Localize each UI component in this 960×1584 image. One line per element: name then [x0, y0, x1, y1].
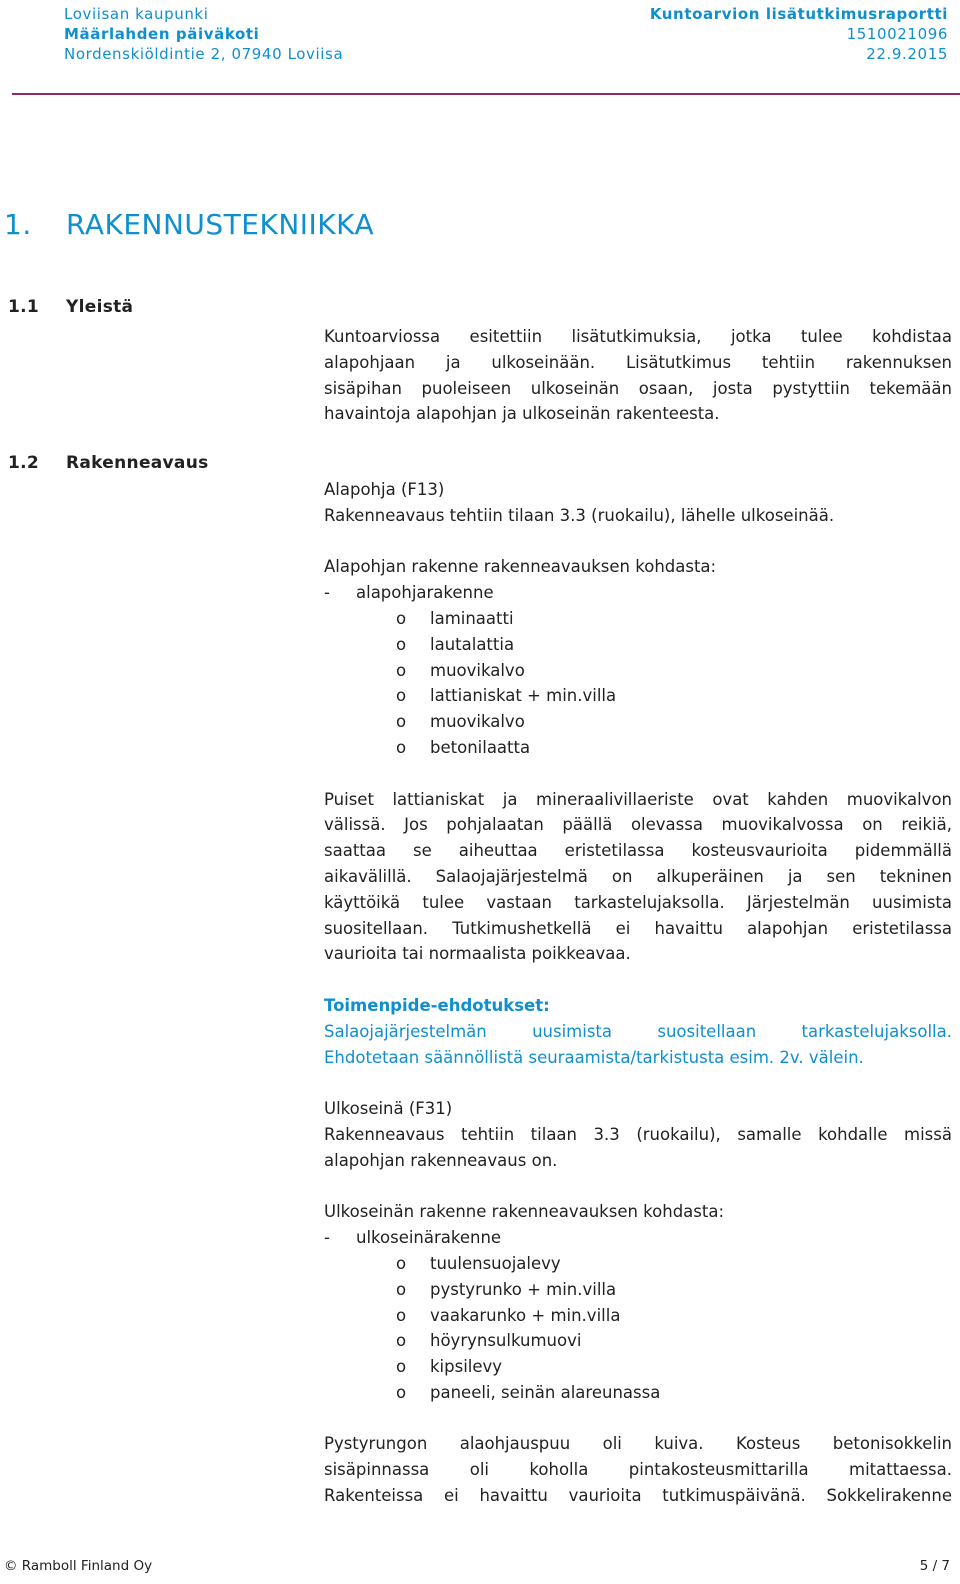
header-report-title: Kuntoarvion lisätutkimusraportti [649, 5, 948, 23]
list-item [324, 1380, 952, 1406]
text-line: välissä. Jos pohjalaatan päällä olevassa muovikalvossa on reikiä, [324, 815, 952, 835]
section-number: 1. [4, 208, 32, 241]
header-city: Loviisan kaupunki [64, 5, 209, 23]
floor-group-label: alapohjarakenne [356, 583, 494, 603]
subsection-heading-1-1 [8, 297, 133, 317]
header-left [64, 4, 343, 64]
bullet-marker: o [396, 1253, 407, 1273]
header-right [650, 4, 948, 64]
text-line: alapohjaan ja ulkoseinään. Lisätutkimus tehtiin rakennuksen [324, 352, 952, 372]
list-item [324, 1354, 952, 1380]
list-item [324, 658, 952, 684]
list-item [324, 1277, 952, 1303]
text-line: Puiset lattianiskat ja mineraalivillaeriste ovat kahden muovikalvon [324, 789, 952, 809]
bullet-marker: o [396, 712, 407, 732]
list-item [324, 709, 952, 735]
bullet-marker: o [396, 1357, 407, 1377]
bullet-marker: o [396, 686, 407, 706]
wall-layer: tuulensuojalevy [430, 1253, 561, 1273]
subsection-number: 1.1 [8, 297, 40, 317]
list-item [324, 1303, 952, 1329]
bullet-marker: o [396, 1331, 407, 1351]
bullet-marker: o [396, 660, 407, 680]
list-item [324, 606, 952, 632]
text-line: suositellaan. Tutkimushetkellä ei havaittu alapohjan eristetilassa [324, 918, 952, 938]
floor-layer: laminaatti [430, 608, 514, 628]
dash-marker: - [324, 583, 330, 603]
text-line: vaurioita tai normaalista poikkeavaa. [324, 944, 631, 964]
list-item [324, 1328, 952, 1354]
actions-title: Toimenpide-ehdotukset: [324, 995, 550, 1015]
subsection-title: Rakenneavaus [66, 453, 209, 473]
wall-group-label: ulkoseinärakenne [356, 1228, 502, 1248]
header-project-number: 1510021096 [846, 25, 948, 43]
footer-copyright: © Ramboll Finland Oy [4, 1558, 153, 1574]
bullet-marker: o [396, 1305, 407, 1325]
text-line: käyttöikä tulee vastaan tarkastelujaksolla. Järjestelmän uusimista [324, 892, 952, 912]
wall-layer: höyrynsulkumuovi [430, 1331, 582, 1351]
wall-layer: vaakarunko + min.villa [430, 1305, 621, 1325]
text-line: aikavälillä. Salaojajärjestelmä on alkuperäinen ja sen tekninen [324, 866, 952, 886]
bullet-marker: o [396, 1382, 407, 1402]
floor-layer: lautalattia [430, 634, 515, 654]
subsection-heading-1-2 [8, 453, 209, 473]
text-line: Kuntoarviossa esitettiin lisätutkimuksia, jotka tulee kohdistaa [324, 327, 952, 346]
header-building: Määrlahden päiväkoti [64, 25, 260, 43]
action-line: Ehdotetaan säännöllistä seuraamista/tarkistusta esim. 2v. välein. [324, 1047, 864, 1067]
floor-structure-intro: Alapohjan rakenne rakenneavauksen kohdasta: [324, 557, 717, 577]
floor-location: Rakenneavaus tehtiin tilaan 3.3 (ruokailu), lähelle ulkoseinää. [324, 505, 835, 525]
wall-structure-intro: Ulkoseinän rakenne rakenneavauksen kohdasta: [324, 1202, 725, 1222]
bullet-marker: o [396, 634, 407, 654]
subsection-title: Yleistä [66, 297, 134, 317]
bullet-marker: o [396, 1279, 407, 1299]
text-line: Pystyrungon alaohjauspuu oli kuiva. Kosteus betonisokkelin [324, 1434, 952, 1454]
wall-structure-group [324, 1225, 952, 1251]
general-paragraph [324, 324, 952, 427]
text-line: sisäpihan puoleiseen ulkoseinän osaan, josta pystyttiin tekemään [324, 378, 952, 398]
text-line: Rakenteissa ei havaittu vaurioita tutkimuspäivänä. Sokkelirakenne [324, 1486, 952, 1506]
wall-location-line: Rakenneavaus tehtiin tilaan 3.3 (ruokailu), samalle kohdalle missä [324, 1124, 952, 1144]
floor-opening-section [324, 477, 952, 1509]
section-heading [4, 208, 374, 241]
wall-location-line: alapohjan rakenneavaus on. [324, 1150, 558, 1170]
bullet-marker: o [396, 608, 407, 628]
floor-structure-group [324, 580, 952, 606]
footer-page-number: 5 / 7 [919, 1558, 950, 1574]
wall-layer: pystyrunko + min.villa [430, 1279, 617, 1299]
list-item [324, 735, 952, 761]
bullet-marker: o [396, 737, 407, 757]
dash-marker: - [324, 1228, 330, 1248]
list-item [324, 1251, 952, 1277]
text-line: saattaa se aiheuttaa eristetilassa kosteusvaurioita pidemmällä [324, 841, 952, 861]
text-line: havaintoja alapohjan ja ulkoseinän rakenteesta. [324, 404, 720, 424]
floor-layer: muovikalvo [430, 712, 525, 732]
wall-title: Ulkoseinä (F31) [324, 1099, 453, 1119]
action-line: Salaojajärjestelmän uusimista suositellaan tarkastelujaksolla. [324, 1021, 952, 1041]
header-divider [12, 93, 960, 95]
floor-layer: betonilaatta [430, 737, 531, 757]
wall-layer: paneeli, seinän alareunassa [430, 1382, 661, 1402]
section-title: RAKENNUSTEKNIIKKA [66, 208, 375, 241]
list-item [324, 683, 952, 709]
header-address: Nordenskiöldintie 2, 07940 Loviisa [64, 45, 344, 63]
floor-layer: lattianiskat + min.villa [430, 686, 617, 706]
header-date: 22.9.2015 [866, 45, 948, 63]
list-item [324, 632, 952, 658]
text-line: sisäpinnassa oli koholla pintakosteusmittarilla mitattaessa. [324, 1460, 952, 1480]
floor-layer: muovikalvo [430, 660, 525, 680]
wall-layer: kipsilevy [430, 1357, 503, 1377]
subsection-number: 1.2 [8, 453, 40, 473]
floor-title: Alapohja (F13) [324, 480, 445, 499]
